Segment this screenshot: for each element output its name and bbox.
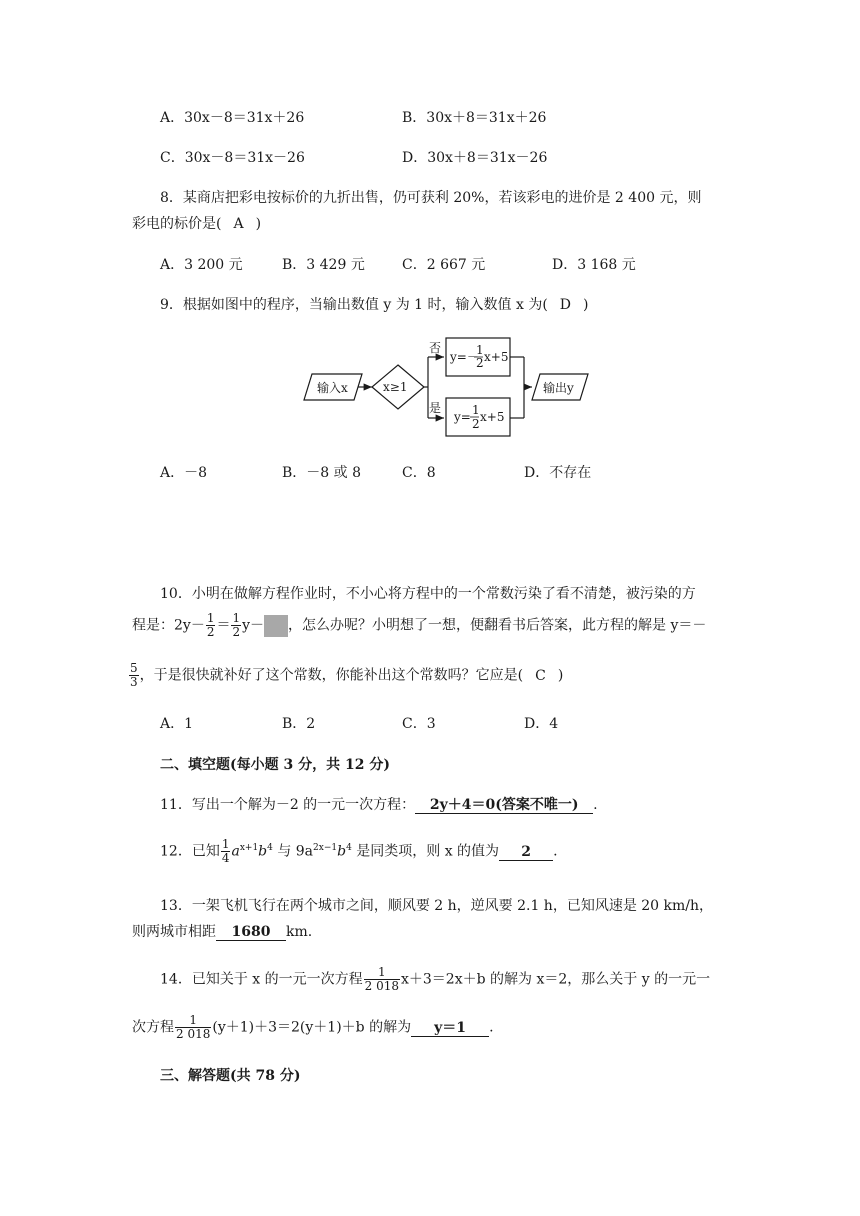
q12-fraction: $\frac{1}{4}$ bbox=[221, 837, 230, 866]
no-formula-den: 2 bbox=[476, 356, 484, 370]
q14-fraction-2: $\frac{1}{2 018}$ bbox=[176, 1013, 211, 1041]
q7-option-d: D．30x＋8＝31x－26 bbox=[402, 150, 548, 166]
q8-option-d: D．3 168 元 bbox=[552, 257, 636, 273]
q9-option-c: C．8 bbox=[402, 465, 436, 481]
yes-branch-label: 是 bbox=[429, 401, 442, 415]
q9-stem: 9．根据如图中的程序，当输出数值 y 为 1 时，输入数值 x 为( D ) bbox=[160, 297, 589, 313]
yes-formula-den: 2 bbox=[472, 417, 480, 431]
no-formula-post: x+5 bbox=[484, 350, 509, 364]
q10-fraction-3: $\frac{5}{3}$ bbox=[130, 661, 138, 689]
q10-fraction-1: $\frac{1}{2}$ bbox=[206, 611, 215, 639]
q9-option-d: D．不存在 bbox=[524, 465, 592, 481]
output-label: 输出y bbox=[543, 381, 574, 395]
q10-stem-line3: $\frac{5}{3}$ ，于是很快就补好了这个常数，你能补出这个常数吗？它应是( C ) bbox=[130, 661, 564, 689]
yes-formula-num: 1 bbox=[472, 403, 480, 417]
q10-stem-line1: 10．小明在做解方程作业时，不小心将方程中的一个常数污染了看不清楚，被污染的方 bbox=[160, 586, 696, 602]
q7-option-c: C．30x－8＝31x－26 bbox=[160, 150, 305, 166]
q8-option-c: C．2 667 元 bbox=[402, 257, 486, 273]
q10-option-a: A．1 bbox=[160, 716, 194, 732]
q14-stem-line2: 次方程 $\frac{1}{2 018}$ (y＋1)＋3＝2(y＋1)＋b 的解为 y＝1 . bbox=[132, 1013, 494, 1041]
q8-answer: A bbox=[233, 216, 244, 232]
q8-option-a: A．3 200 元 bbox=[160, 257, 243, 273]
section-3-title: 三、解答题(共 78 分) bbox=[160, 1068, 301, 1084]
q10-stem-line2: 程是：2y－ $\frac{1}{2}$ ＝ $\frac{1}{2}$ y－ ，怎么办呢？小明想了一想，便翻看书后答案，此方程的解是 y＝－ bbox=[132, 611, 707, 639]
q12-answer: 2 bbox=[499, 844, 553, 861]
yes-formula-post: x+5 bbox=[480, 410, 505, 424]
q13-stem-line1: 13．一架飞机飞行在两个城市之间，顺风要 2 h，逆风要 2.1 h，已知风速是 20 km/h， bbox=[160, 898, 714, 914]
q14-fraction-1: $\frac{1}{2 018}$ bbox=[364, 965, 399, 993]
q14-answer: y＝1 bbox=[411, 1020, 489, 1037]
q9-option-a: A．－8 bbox=[160, 465, 208, 481]
q7-option-b: B．30x＋8＝31x＋26 bbox=[402, 110, 547, 126]
ink-blot bbox=[264, 615, 288, 637]
no-formula-pre: y=－ bbox=[450, 350, 479, 364]
q12-stem: 12．已知 $\frac{1}{4}$ $a^{x+1}b^4$ 与 $9a^{2x-1}b^4$ 是同类项，则 x 的值为 2 . bbox=[160, 837, 558, 866]
section-2-title: 二、填空题(每小题 3 分，共 12 分) bbox=[160, 757, 390, 773]
q9-answer: D bbox=[559, 297, 572, 313]
q13-stem-line2: 则两城市相距 1680 km. bbox=[132, 924, 313, 940]
program-flowchart bbox=[300, 332, 600, 442]
condition-label: x≥1 bbox=[383, 380, 408, 394]
q10-option-c: C．3 bbox=[402, 716, 436, 732]
q10-fraction-2: $\frac{1}{2}$ bbox=[232, 611, 241, 639]
q10-option-b: B．2 bbox=[282, 716, 316, 732]
q13-answer: 1680 bbox=[216, 924, 286, 941]
q7-option-a: A．30x－8＝31x＋26 bbox=[160, 110, 305, 126]
q8-stem-line1: 8．某商店把彩电按标价的九折出售，仍可获利 20%，若该彩电的进价是 2 400 元，则 bbox=[160, 190, 702, 206]
q8-stem-line2: 彩电的标价是( A ) bbox=[132, 216, 262, 232]
no-branch-label: 否 bbox=[429, 341, 442, 355]
q10-option-d: D．4 bbox=[524, 716, 559, 732]
q11-answer: 2y＋4＝0(答案不唯一) bbox=[415, 797, 593, 814]
no-formula-num: 1 bbox=[476, 343, 484, 357]
yes-formula-pre: y= bbox=[454, 410, 471, 424]
q11-stem: 11．写出一个解为－2 的一元一次方程： 2y＋4＝0(答案不唯一) . bbox=[160, 797, 598, 813]
q10-answer: C bbox=[535, 667, 546, 684]
input-label: 输入x bbox=[317, 381, 348, 395]
q9-option-b: B．－8 或 8 bbox=[282, 465, 362, 481]
q14-stem-line1: 14．已知关于 x 的一元一次方程 $\frac{1}{2 018}$ x＋3＝2x＋b 的解为 x＝2，那么关于 y 的一元一 bbox=[160, 965, 711, 993]
q8-option-b: B．3 429 元 bbox=[282, 257, 365, 273]
